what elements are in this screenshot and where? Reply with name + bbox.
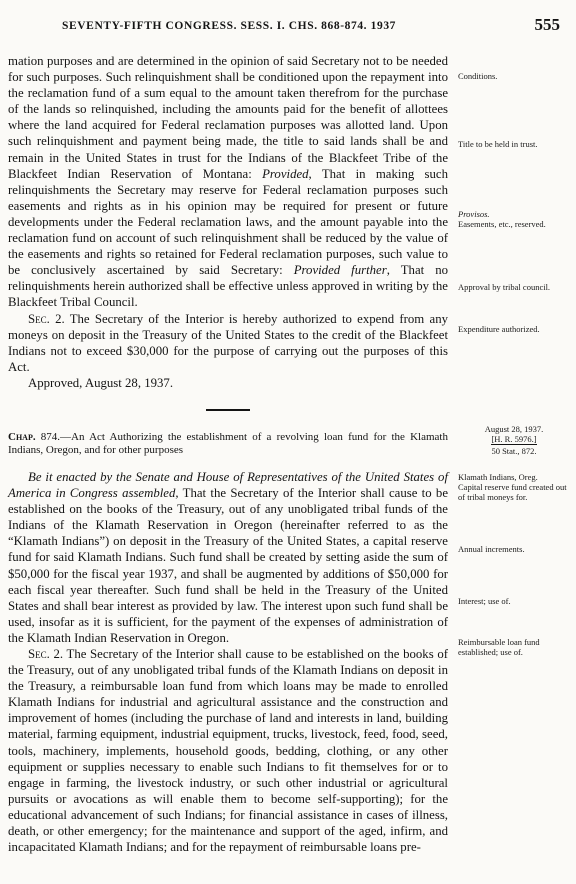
enacting-clause: Be it enacted by the Senate and House of Representatives of the United States of America in Congress assembled,	[8, 469, 448, 501]
enacting-paragraph: Be it enacted by the Senate and House of Representatives of the United States of America in Congress assembled, That the Secretary of the Interior shall cause to be established on the books of the Treasury, out of any unobligated tribal funds of the Indians of the Klamath Reservation in Oregon (hereinafter referred to as the “Klamath Indians”) on deposit in the Treasury of the United States, a capital reserve fund for said Klamath Indians. Such fund shall be created by setting aside the sum of $50,000 for the fiscal year 1937, and shall be augmented by additions of $50,000 for each fiscal year thereafter. Such fund shall be held in the Treasury of the United States and shall bear interest as provided by law. The interest upon such fund shall be used, insofar as it is sufficient, for the payment of the expenses of administration of the Klamath Indian Reservation in Oregon.	[8, 469, 448, 645]
section-label: Sec. 2.	[28, 647, 64, 661]
margin-note-reimbursable: Reimbursable loan fund established; use of.	[458, 637, 540, 657]
chapter-label: Chap.	[8, 430, 36, 443]
running-header	[0, 16, 576, 42]
proviso-label: Provided	[262, 166, 309, 181]
page-number: 555	[534, 15, 560, 34]
chapter-caption: Chap. 874.—An Act Authorizing the establishment of a revolving loan fund for the Klamath Indians, Oregon, and for other purposes	[8, 430, 448, 457]
approval-line: Approved, August 28, 1937.	[28, 375, 174, 390]
margin-note-bill	[458, 424, 570, 456]
bill-number: [H. R. 5976.]	[491, 434, 537, 444]
main-text-column	[8, 53, 448, 855]
section-label: Sec. 2.	[28, 311, 65, 326]
section-2-blackfeet: Sec. 2. The Secretary of the Interior is hereby authorized to expend from any moneys on deposit in the Treasury of the United States to the credit of the Blackfeet Indians not to exceed $30,000 for the purpose of carrying out the purposes of this Act.	[8, 311, 448, 374]
margin-note-conditions: Conditions.	[458, 71, 498, 81]
margin-note-annual: Annual increments.	[458, 544, 525, 554]
paragraph-relinquishment: mation purposes and are determined in the opinion of said Secretary not to be needed for such purposes. Such relinquishment shall be conditioned upon the repayment into the reclamation fund of a sum equal to the amount taken therefrom for the purchase of the lands so relinquished, including the amounts paid for the benefit of allottees where the land acquired for Federal reclamation purposes was allotted land. Upon such relinquishment and payment being made, the title to said lands shall be and remain in the United States in trust for the Indians of the Blackfeet Tribe of the Blackfeet Indian Reservation of Montana: Provided, That in making such relinquishments the Secretary may reserve for Federal reclamation purposes such easements and rights as in his opinion may be required for present or future developments under the Federal reclamation laws, and the amount payable into the reclamation fund on account of such relinquishment shall be reduced by the value of the easements and rights so retained for Federal reclamation purposes, such value to be conclusively ascertained by said Secretary: Provided further, That no relinquishments herein authorized shall be effective unless approved in writing by the Blackfeet Tribal Council.	[8, 54, 449, 310]
enactment-date: August 28, 1937.	[484, 424, 544, 434]
running-title: SEVENTY-FIFTH CONGRESS. SESS. I. CHS. 868-874. 1937	[62, 20, 397, 32]
section-2-klamath: Sec. 2. The Secretary of the Interior shall cause to be established on the books of the Treasury, out of any unobligated tribal funds of the Klamath Indians on deposit in the Treasury, a reimbursable loan fund from which loans may be made to enrolled Klamath Indians for industrial and agricultural assistance and the construction and improvement of homes (including the purchase of land and interests in land, building material, farming equipment, industrial equipment, trucks, livestock, feed, food, seed, tools, machinery, implements, household goods, bedding, clothing, or any other equipment or supplies necessary to enable such Indians to fit themselves for or to engage in farming, the livestock industry, or such other industrial or agricultural pursuits or avocations as will enable them to become self-supporting); for the educational advancement of such Indians; for financial assistance in cases of illness, death, or other emergency; for the maintenance and support of the aged, infirm, and incapacitated Klamath Indians; and for the repayment of reimbursable loans pre-	[8, 647, 448, 855]
margin-note-provisos: Provisos. Easements, etc., reserved.	[458, 209, 546, 229]
margin-note-interest: Interest; use of.	[458, 596, 511, 606]
margin-note-klamath: Klamath Indians, Oreg. Capital reserve fund created out of tribal moneys for.	[458, 472, 567, 502]
margin-note-title: Title to be held in trust.	[458, 139, 538, 149]
section-divider	[206, 409, 250, 411]
statute-reference: 50 Stat., 872.	[491, 446, 537, 456]
margin-note-expenditure: Expenditure authorized.	[458, 324, 540, 334]
margin-note-approval: Approval by tribal council.	[458, 282, 551, 292]
proviso-further-label: Provided further	[293, 263, 387, 278]
